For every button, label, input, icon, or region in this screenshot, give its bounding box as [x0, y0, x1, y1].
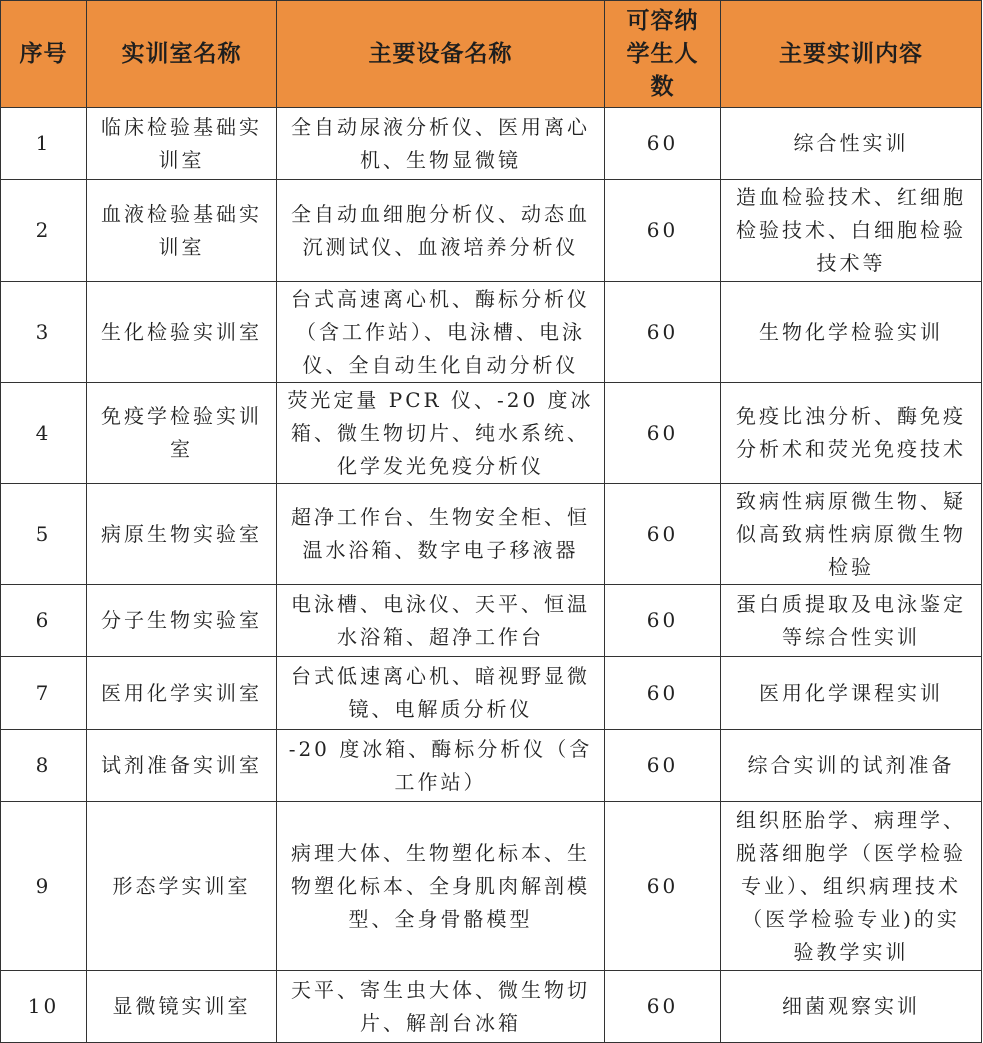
equipment-list: 病理大体、生物塑化标本、生物塑化标本、全身肌肉解剖模型、全身骨骼模型	[277, 802, 605, 971]
equipment-list: 电泳槽、电泳仪、天平、恒温水浴箱、超净工作台	[277, 585, 605, 657]
row-index: 6	[1, 585, 87, 657]
training-content: 生物化学检验实训	[721, 282, 982, 383]
row-index: 5	[1, 484, 87, 585]
header-equipment: 主要设备名称	[277, 1, 605, 108]
row-index: 7	[1, 657, 87, 730]
row-index: 4	[1, 383, 87, 484]
header-capacity: 可容纳学生人数	[605, 1, 721, 108]
table-row	[1, 180, 982, 282]
table-row	[1, 282, 982, 383]
equipment-list: -20 度冰箱、酶标分析仪（含工作站）	[277, 730, 605, 802]
table-row	[1, 730, 982, 802]
equipment-list: 天平、寄生虫大体、微生物切片、解剖台冰箱	[277, 971, 605, 1043]
equipment-list: 荧光定量 PCR 仪、-20 度冰箱、微生物切片、纯水系统、化学发光免疫分析仪	[277, 383, 605, 484]
room-name: 试剂准备实训室	[87, 730, 277, 802]
room-name: 免疫学检验实训室	[87, 383, 277, 484]
room-name: 血液检验基础实训室	[87, 180, 277, 282]
room-name: 显微镜实训室	[87, 971, 277, 1043]
training-content: 组织胚胎学、病理学、脱落细胞学（医学检验专业）、组织病理技术（医学检验专业)的实验教学实训	[721, 802, 982, 971]
training-content: 免疫比浊分析、酶免疫分析术和荧光免疫技术	[721, 383, 982, 484]
header-index: 序号	[1, 1, 87, 108]
capacity-value: 60	[605, 730, 721, 802]
equipment-list: 全自动血细胞分析仪、动态血沉测试仪、血液培养分析仪	[277, 180, 605, 282]
table-row	[1, 971, 982, 1043]
equipment-list: 台式低速离心机、暗视野显微镜、电解质分析仪	[277, 657, 605, 730]
room-name: 医用化学实训室	[87, 657, 277, 730]
table-row	[1, 585, 982, 657]
row-index: 1	[1, 108, 87, 180]
capacity-value: 60	[605, 585, 721, 657]
room-name: 病原生物实验室	[87, 484, 277, 585]
row-index: 3	[1, 282, 87, 383]
table-row	[1, 657, 982, 730]
capacity-value: 60	[605, 657, 721, 730]
training-content: 医用化学课程实训	[721, 657, 982, 730]
header-content: 主要实训内容	[721, 1, 982, 108]
table-row	[1, 802, 982, 971]
table-row	[1, 108, 982, 180]
table-row	[1, 383, 982, 484]
training-content: 致病性病原微生物、疑似高致病性病原微生物检验	[721, 484, 982, 585]
room-name: 生化检验实训室	[87, 282, 277, 383]
row-index: 10	[1, 971, 87, 1043]
row-index: 2	[1, 180, 87, 282]
row-index: 9	[1, 802, 87, 971]
room-name: 分子生物实验室	[87, 585, 277, 657]
equipment-list: 台式高速离心机、酶标分析仪（含工作站）、电泳槽、电泳仪、全自动生化自动分析仪	[277, 282, 605, 383]
equipment-list: 超净工作台、生物安全柜、恒温水浴箱、数字电子移液器	[277, 484, 605, 585]
training-content: 蛋白质提取及电泳鉴定等综合性实训	[721, 585, 982, 657]
room-name: 形态学实训室	[87, 802, 277, 971]
table-row	[1, 484, 982, 585]
capacity-value: 60	[605, 282, 721, 383]
capacity-value: 60	[605, 484, 721, 585]
training-content: 综合性实训	[721, 108, 982, 180]
capacity-value: 60	[605, 802, 721, 971]
capacity-value: 60	[605, 971, 721, 1043]
room-name: 临床检验基础实训室	[87, 108, 277, 180]
equipment-list: 全自动尿液分析仪、医用离心机、生物显微镜	[277, 108, 605, 180]
training-content: 综合实训的试剂准备	[721, 730, 982, 802]
training-content: 细菌观察实训	[721, 971, 982, 1043]
capacity-value: 60	[605, 108, 721, 180]
table-header-row	[1, 1, 982, 108]
row-index: 8	[1, 730, 87, 802]
header-room-name: 实训室名称	[87, 1, 277, 108]
training-content: 造血检验技术、红细胞检验技术、白细胞检验技术等	[721, 180, 982, 282]
capacity-value: 60	[605, 180, 721, 282]
capacity-value: 60	[605, 383, 721, 484]
